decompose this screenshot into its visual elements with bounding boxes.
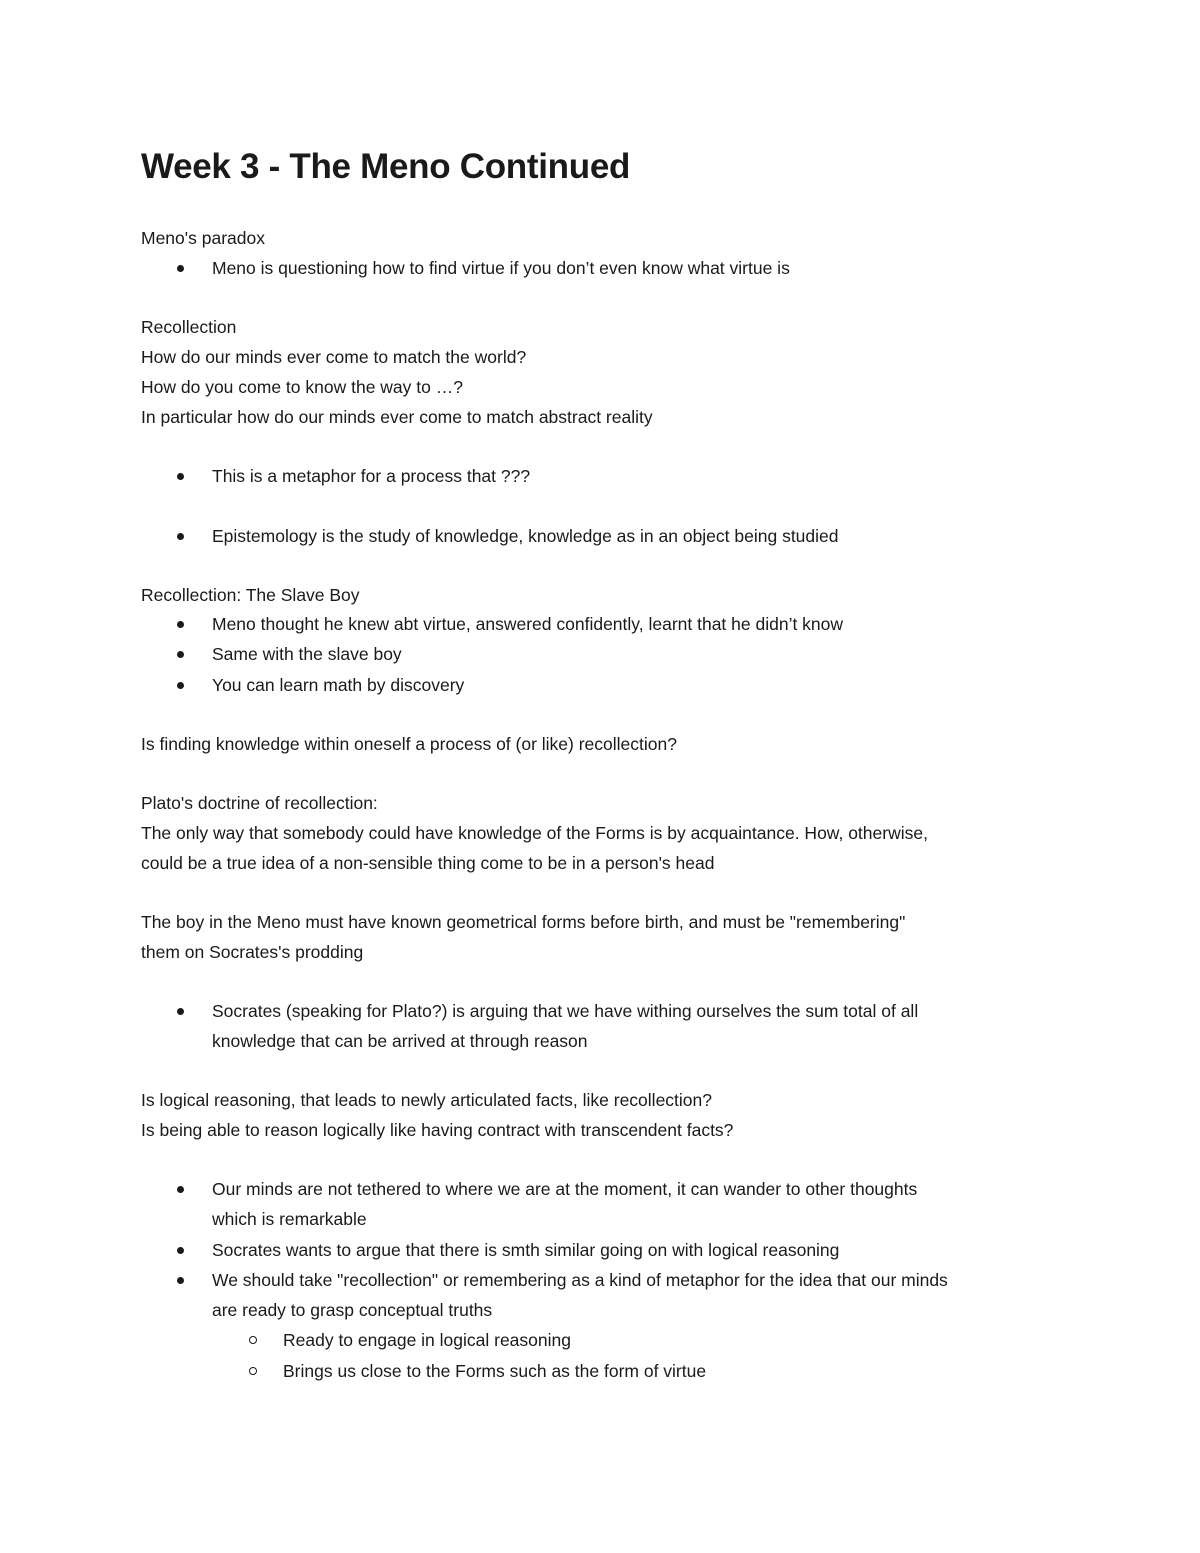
section-heading-recollection: Recollection bbox=[141, 317, 237, 337]
list-item: Meno thought he knew abt virtue, answered confidently, learnt that he didn’t know bbox=[212, 614, 844, 634]
bullet-icon bbox=[177, 651, 184, 658]
bullet-icon bbox=[177, 1247, 184, 1254]
list-item: Socrates wants to argue that there is smth similar going on with logical reasoning bbox=[212, 1240, 840, 1260]
text-line: In particular how do our minds ever come to match abstract reality bbox=[141, 407, 653, 427]
list-item: We should take "recollection" or remembering as a kind of metaphor for the idea that our minds bbox=[212, 1270, 948, 1290]
bullet-icon bbox=[177, 265, 184, 272]
hollow-bullet-icon bbox=[249, 1367, 257, 1375]
text-line: The boy in the Meno must have known geometrical forms before birth, and must be "remembering" bbox=[141, 912, 906, 932]
sub-list-item: Ready to engage in logical reasoning bbox=[283, 1330, 571, 1350]
sub-list-item: Brings us close to the Forms such as the form of virtue bbox=[283, 1361, 707, 1381]
bullet-icon bbox=[177, 1277, 184, 1284]
list-item: Socrates (speaking for Plato?) is arguing that we have withing ourselves the sum total of all bbox=[212, 1001, 919, 1021]
bullet-icon bbox=[177, 621, 184, 628]
list-item: This is a metaphor for a process that ??? bbox=[212, 466, 531, 486]
text-line: The only way that somebody could have knowledge of the Forms is by acquaintance. How, otherwise, bbox=[141, 823, 928, 843]
text-line: Is being able to reason logically like having contract with transcendent facts? bbox=[141, 1120, 734, 1140]
section-heading-doctrine: Plato's doctrine of recollection: bbox=[141, 793, 378, 813]
section-heading-menos-paradox: Meno's paradox bbox=[141, 228, 265, 248]
list-item: Epistemology is the study of knowledge, knowledge as in an object being studied bbox=[212, 526, 839, 546]
list-item: Same with the slave boy bbox=[212, 644, 402, 664]
bullet-icon bbox=[177, 1008, 184, 1015]
text-line: Is finding knowledge within oneself a process of (or like) recollection? bbox=[141, 734, 677, 754]
list-item-continuation: which is remarkable bbox=[212, 1209, 367, 1229]
text-line: could be a true idea of a non-sensible thing come to be in a person's head bbox=[141, 853, 715, 873]
section-heading-slave-boy: Recollection: The Slave Boy bbox=[141, 585, 360, 605]
list-item: Meno is questioning how to find virtue if you don’t even know what virtue is bbox=[212, 258, 790, 278]
hollow-bullet-icon bbox=[249, 1336, 257, 1344]
text-line: How do our minds ever come to match the world? bbox=[141, 347, 527, 367]
bullet-icon bbox=[177, 1186, 184, 1193]
bullet-icon bbox=[177, 473, 184, 480]
text-line: Is logical reasoning, that leads to newly articulated facts, like recollection? bbox=[141, 1090, 712, 1110]
text-line: How do you come to know the way to …? bbox=[141, 377, 463, 397]
bullet-icon bbox=[177, 682, 184, 689]
list-item-continuation: knowledge that can be arrived at through reason bbox=[212, 1031, 588, 1051]
list-item: You can learn math by discovery bbox=[212, 675, 465, 695]
text-line: them on Socrates's prodding bbox=[141, 942, 364, 962]
list-item: Our minds are not tethered to where we are at the moment, it can wander to other thoughts bbox=[212, 1179, 918, 1199]
list-item-continuation: are ready to grasp conceptual truths bbox=[212, 1300, 493, 1320]
bullet-icon bbox=[177, 533, 184, 540]
page-title: Week 3 - The Meno Continued bbox=[141, 147, 631, 186]
